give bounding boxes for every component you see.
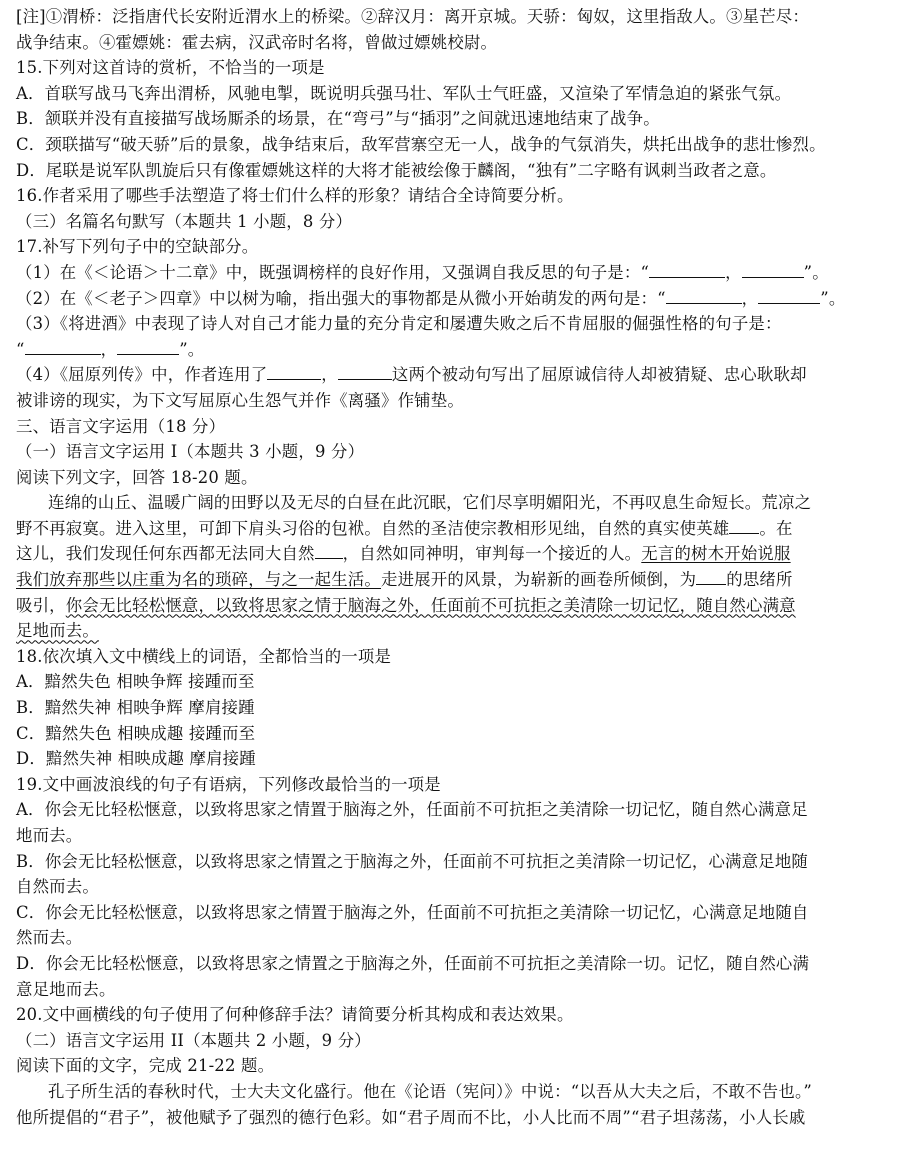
question-17-item-3-cont: “ ， ”。 — [16, 337, 884, 363]
question-18-option-d: D．黯然失神 相映成趣 摩肩接踵 — [16, 749, 256, 769]
question-19-option-b: B．你会无比轻松惬意，以致将思家之情置之于脑海之外，任面前不可抗拒之美清除一切记忆，心满意足地随 — [16, 851, 809, 871]
fill-blank[interactable] — [696, 567, 726, 585]
passage-line-1: 连绵的山丘、温暖广阔的田野以及无尽的白昼在此沉眠，它们尽享明媚阳光，不再叹息生命短长。荒凉之 — [48, 493, 812, 513]
question-17-item-1: （1）在《＜论语＞十二章》中，既强调榜样的良好作用，又强调自我反思的句子是：“ ， ”。 — [16, 260, 884, 286]
answer-blank[interactable] — [267, 362, 321, 380]
section-famous-lines-heading: （三）名篇名句默写（本题共 1 小题，8 分） — [16, 211, 353, 231]
fill-blank[interactable] — [315, 541, 343, 559]
passage-line-3: 这儿，我们发现任何东西都无法同大自然 ，自然如同神明，审判每一个接近的人。无言的树木开始说服 — [16, 541, 884, 567]
fill-blank[interactable] — [729, 516, 759, 534]
underlined-sentence-cont: 我们放弃那些以庄重为名的琐碎，与之一起生活。 — [16, 570, 381, 590]
question-15-option-b: B．颔联并没有直接描写战场厮杀的场景，在“弯弓”与“插羽”之间就迅速地结束了战争。 — [16, 109, 660, 129]
question-19-option-d: D．你会无比轻松惬意，以致将思家之情置之于脑海之外，任面前不可抗拒之美清除一切。记忆，随自然心满 — [16, 953, 810, 973]
passage-line-2: 野不再寂寞。进入这里，可卸下肩头习俗的包袱。自然的圣洁使宗教相形见绌，自然的真实使英雄 。在 — [16, 516, 884, 542]
question-17-item-4: （4）《屈原列传》中，作者连用了 ， 这两个被动句写出了屈原诚信待人却被猜疑、忠心耿耿却 — [16, 362, 884, 388]
question-19-option-c-cont: 然而去。 — [16, 928, 83, 948]
answer-blank[interactable] — [25, 337, 101, 355]
question-19-option-a-cont: 地而去。 — [16, 826, 83, 845]
question-18-option-b: B．黯然失神 相映争辉 摩肩接踵 — [16, 698, 255, 718]
question-19-stem: 19.文中画波浪线的句子有语病，下列修改最恰当的一项是 — [16, 774, 441, 794]
question-19-option-b-cont: 自然而去。 — [16, 877, 99, 897]
passage-line-5: 吸引，你会无比轻松惬意，以致将思家之情于脑海之外，任面前不可抗拒之美清除一切记忆，随自然心满意 — [16, 595, 796, 615]
note-line-2: 战争结束。④霍嫖姚：霍去病，汉武帝时名将，曾做过嫖姚校尉。 — [16, 32, 498, 52]
answer-blank[interactable] — [742, 260, 804, 278]
answer-blank[interactable] — [649, 260, 725, 278]
passage-2-line-1: 孔子所生活的春秋时代，士大夫文化盛行。他在《论语（宪问）》中说：“以吾从大夫之后，不敢不告也。” — [48, 1081, 812, 1101]
question-18-option-c: C．黯然失色 相映成趣 接踵而至 — [16, 723, 256, 743]
answer-blank[interactable] — [758, 286, 820, 304]
question-19-option-d-cont: 意足地而去。 — [16, 979, 116, 999]
question-17-item-3: （3）《将进酒》中表现了诗人对自己才能力量的充分肯定和屡遭失败之后不肯屈服的倔强性格的句子是： — [16, 314, 782, 334]
wavy-underlined-sentence: 你会无比轻松惬意，以致将思家之情于脑海之外，任面前不可抗拒之美清除一切记忆，随自然心满意 — [65, 595, 796, 615]
section-3-heading: 三、语言文字运用（18 分） — [16, 416, 226, 436]
question-15-option-d: D．尾联是说军队凯旋后只有像霍嫖姚这样的大将才能被绘像于麟阁，“独有”二字略有讽刺当政者之意。 — [16, 160, 777, 180]
answer-blank[interactable] — [117, 337, 179, 355]
answer-blank[interactable] — [666, 286, 742, 304]
question-19-option-c: C．你会无比轻松惬意，以致将思家之情置于脑海之外，任面前不可抗拒之美清除一切记忆，心满意足地随自 — [16, 902, 809, 922]
question-15-option-c: C．颈联描写“破天骄”后的景象，战争结束后，敌军营寨空无一人，战争的气氛消失，烘托出战争的悲壮惨烈。 — [16, 134, 826, 154]
wavy-underlined-sentence-cont: 足地而去。 — [16, 621, 99, 641]
reading-instruction-21-22: 阅读下面的文字，完成 21-22 题。 — [16, 1056, 275, 1076]
question-15-stem: 15.下列对这首诗的赏析，不恰当的一项是 — [16, 58, 325, 78]
question-17-item-4-cont: 被诽谤的现实，为下文写屈原心生怨气并作《离骚》作铺垫。 — [16, 390, 464, 410]
question-18-option-a: A．黯然失色 相映争辉 接踵而至 — [16, 672, 255, 692]
passage-line-6 — [16, 618, 884, 644]
question-16-stem: 16.作者采用了哪些手法塑造了将士们什么样的形象？请结合全诗简要分析。 — [16, 186, 574, 206]
question-17-stem: 17.补写下列句子中的空缺部分。 — [16, 237, 259, 257]
question-18-stem: 18.依次填入文中横线上的词语，全都恰当的一项是 — [16, 646, 392, 666]
question-15-option-a: A．首联写战马飞奔出渭桥，风驰电掣，既说明兵强马壮、军队士气旺盛，又渲染了军情急迫的紧张气氛。 — [16, 83, 792, 103]
passage-line-4: 我们放弃那些以庄重为名的琐碎，与之一起生活。走进展开的风景，为崭新的画卷所倾倒，为 的思绪所 — [16, 567, 884, 593]
underlined-sentence: 无言的树木开始说服 — [641, 544, 791, 564]
question-20-stem: 20.文中画横线的句子使用了何种修辞手法？请简要分析其构成和表达效果。 — [16, 1005, 574, 1025]
subsection-1-heading: （一）语言文字运用 I（本题共 3 小题，9 分） — [16, 442, 365, 462]
question-17-item-2: （2）在《＜老子＞四章》中以树为喻，指出强大的事物都是从微小开始萌发的两句是：“ ， ”。 — [16, 286, 884, 312]
passage-2-line-2: 他所提倡的“君子”，被他赋予了强烈的德行色彩。如“君子周而不比，小人比而不周”“君子坦荡荡，小人长戚 — [16, 1107, 806, 1127]
subsection-2-heading: （二）语言文字运用 II（本题共 2 小题，9 分） — [16, 1030, 371, 1050]
note-line-1: [注]①渭桥：泛指唐代长安附近渭水上的桥梁。②辞汉月：离开京城。天骄：匈奴，这里指敌人。③星芒尽： — [16, 7, 809, 26]
reading-instruction-18-20: 阅读下列文字，回答 18-20 题。 — [16, 467, 258, 487]
answer-blank[interactable] — [338, 362, 392, 380]
question-19-option-a: A．你会无比轻松惬意，以致将思家之情置于脑海之外，任面前不可抗拒之美清除一切记忆，随自然心满意足 — [16, 800, 808, 820]
